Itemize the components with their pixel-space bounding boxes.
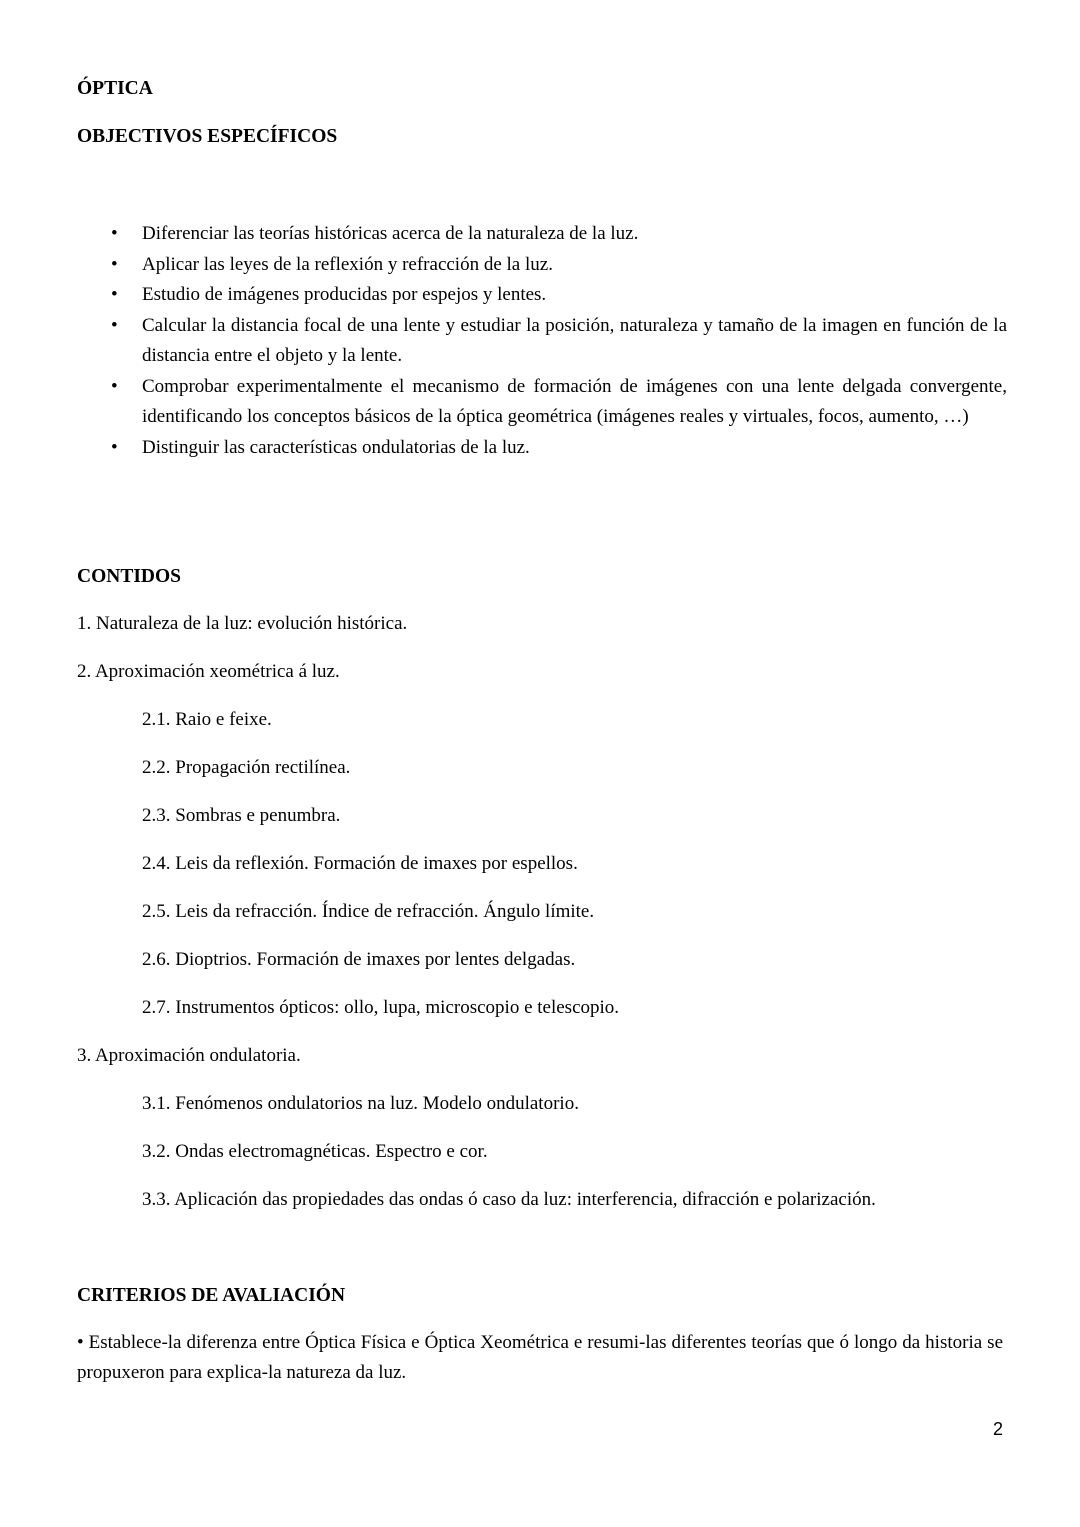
objective-item — [77, 372, 1007, 433]
objective-item — [77, 280, 1007, 311]
objective-text: Diferenciar las teorías históricas acerca de la naturaleza de la luz. — [142, 223, 639, 244]
criteria-heading: CRITERIOS DE AVALIACIÓN — [77, 1285, 346, 1306]
criteria-text: • Establece-la diferenza entre Óptica Física e Óptica Xeométrica e resumi-las diferentes teorías que ó longo da historia se propuxeron para explica-la natureza da luz. — [77, 1332, 1003, 1383]
content-subitem: 3.1. Fenómenos ondulatorios na luz. Modelo ondulatorio. — [142, 1093, 579, 1114]
contents-heading: CONTIDOS — [77, 566, 182, 587]
content-item: 1. Naturaleza de la luz: evolución histórica. — [77, 613, 408, 634]
objectives-list — [77, 219, 1007, 463]
bullet-icon: • — [111, 253, 118, 275]
objective-text: Distinguir las características ondulatorias de la luz. — [142, 436, 530, 458]
page-title: ÓPTICA — [77, 78, 153, 99]
content-subitem: 3.2. Ondas electromagnéticas. Espectro e cor. — [142, 1141, 488, 1162]
content-subitem: 2.5. Leis da refracción. Índice de refracción. Ángulo límite. — [142, 901, 595, 922]
content-subitem: 2.4. Leis da reflexión. Formación de imaxes por espellos. — [142, 853, 578, 874]
page-number: 2 — [992, 1419, 1003, 1439]
objective-item — [77, 250, 1007, 281]
content-subitem: 2.7. Instrumentos ópticos: ollo, lupa, microscopio e telescopio. — [142, 997, 620, 1018]
content-item: 2. Aproximación xeométrica á luz. — [77, 661, 340, 682]
content-item: 3. Aproximación ondulatoria. — [77, 1045, 301, 1066]
content-subitem: 2.6. Dioptrios. Formación de imaxes por lentes delgadas. — [142, 949, 576, 970]
objective-text: Estudio de imágenes producidas por espejos y lentes. — [142, 284, 547, 305]
bullet-icon: • — [111, 314, 118, 336]
objectives-heading: OBJECTIVOS ESPECÍFICOS — [77, 126, 338, 147]
objective-item — [77, 311, 1007, 372]
content-subitem: 2.2. Propagación rectilínea. — [142, 757, 351, 778]
objective-text: Comprobar experimentalmente el mecanismo de formación de imágenes con una lente delgada convergente, identificando los conceptos básicos de la óptica geométrica (imágenes reales y virtuales, focos, aumento, …) — [142, 375, 1007, 427]
content-subitem: 3.3. Aplicación das propiedades das ondas ó caso da luz: interferencia, difracción e polarización. — [142, 1189, 876, 1210]
bullet-icon: • — [111, 223, 118, 244]
objective-text: Aplicar las leyes de la reflexión y refracción de la luz. — [142, 253, 553, 275]
content-subitem: 2.3. Sombras e penumbra. — [142, 805, 341, 826]
objective-text: Calcular la distancia focal de una lente y estudiar la posición, naturaleza y tamaño de la imagen en función de la distancia entre el objeto y la lente. — [142, 314, 1007, 366]
content-subitem: 2.1. Raio e feixe. — [142, 709, 272, 730]
objective-item — [77, 219, 1007, 250]
objective-item — [77, 433, 1007, 464]
bullet-icon: • — [111, 436, 118, 458]
bullet-icon: • — [111, 284, 118, 305]
bullet-icon: • — [111, 375, 118, 397]
